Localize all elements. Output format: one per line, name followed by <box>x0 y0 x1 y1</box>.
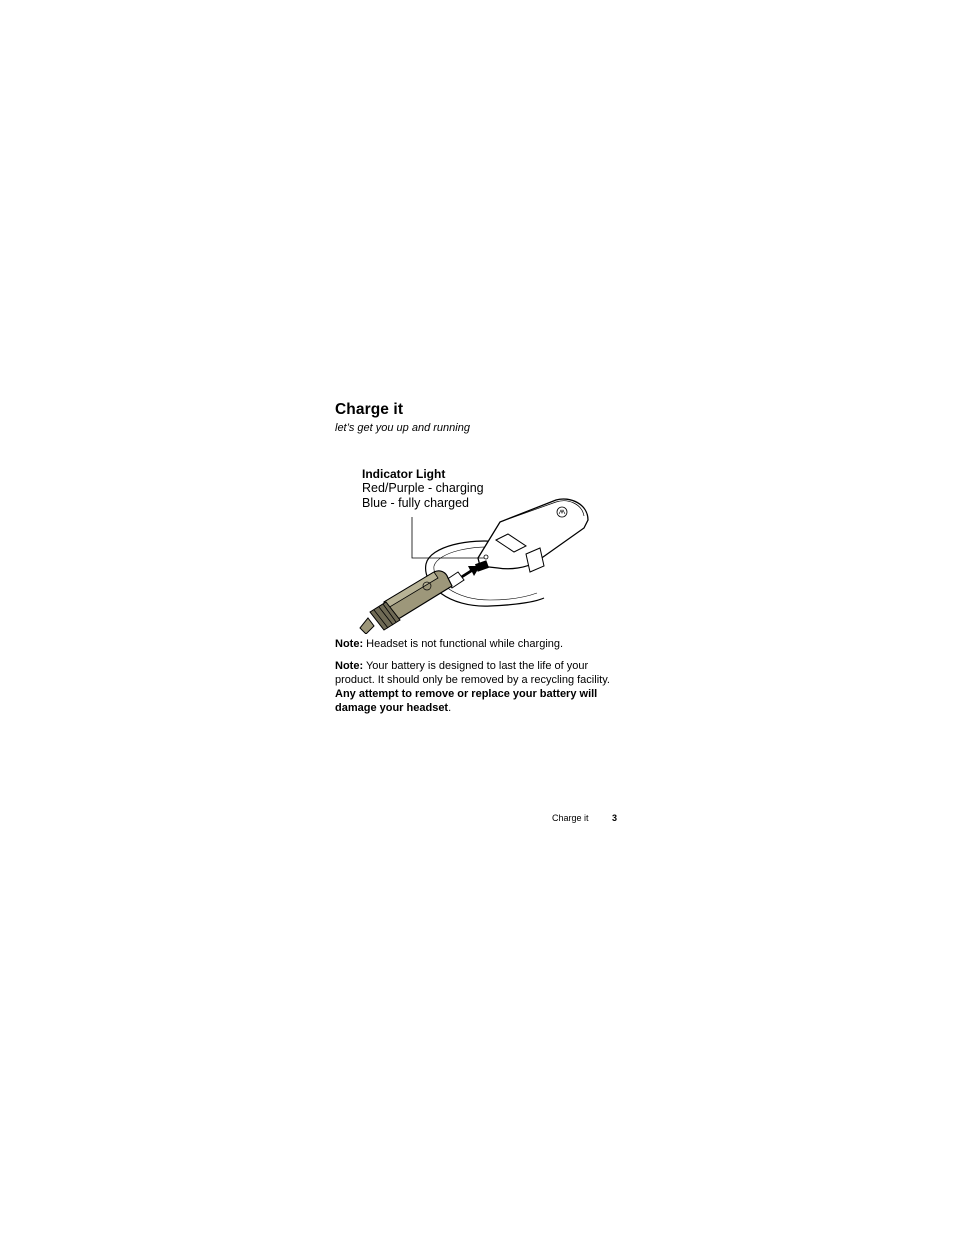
page-number: 3 <box>612 813 618 823</box>
callout-line-charged: Blue - fully charged <box>362 496 470 510</box>
callout-title: Indicator Light <box>362 467 446 481</box>
callout-leader-line <box>412 517 484 558</box>
note-label: Note: <box>335 660 364 672</box>
footer-section-title: Charge it <box>552 813 589 823</box>
note-battery <box>335 659 615 715</box>
note-text: Your battery is designed to last the life of your product. It should only be removed by a recycling facility. <box>335 660 610 686</box>
indicator-light-icon <box>484 555 488 559</box>
charger-cable <box>360 618 374 634</box>
note-warning: Any attempt to remove or replace your battery will damage your headset <box>335 688 598 714</box>
page-title: Charge it <box>335 401 404 418</box>
note-charging <box>335 637 615 651</box>
page-subtitle: let’s get you up and running <box>335 422 470 434</box>
note-end: . <box>448 702 452 714</box>
note-label: Note: <box>335 638 364 650</box>
note-text: Headset is not functional while charging. <box>363 638 564 650</box>
callout-line-charging: Red/Purple - charging <box>362 481 484 495</box>
